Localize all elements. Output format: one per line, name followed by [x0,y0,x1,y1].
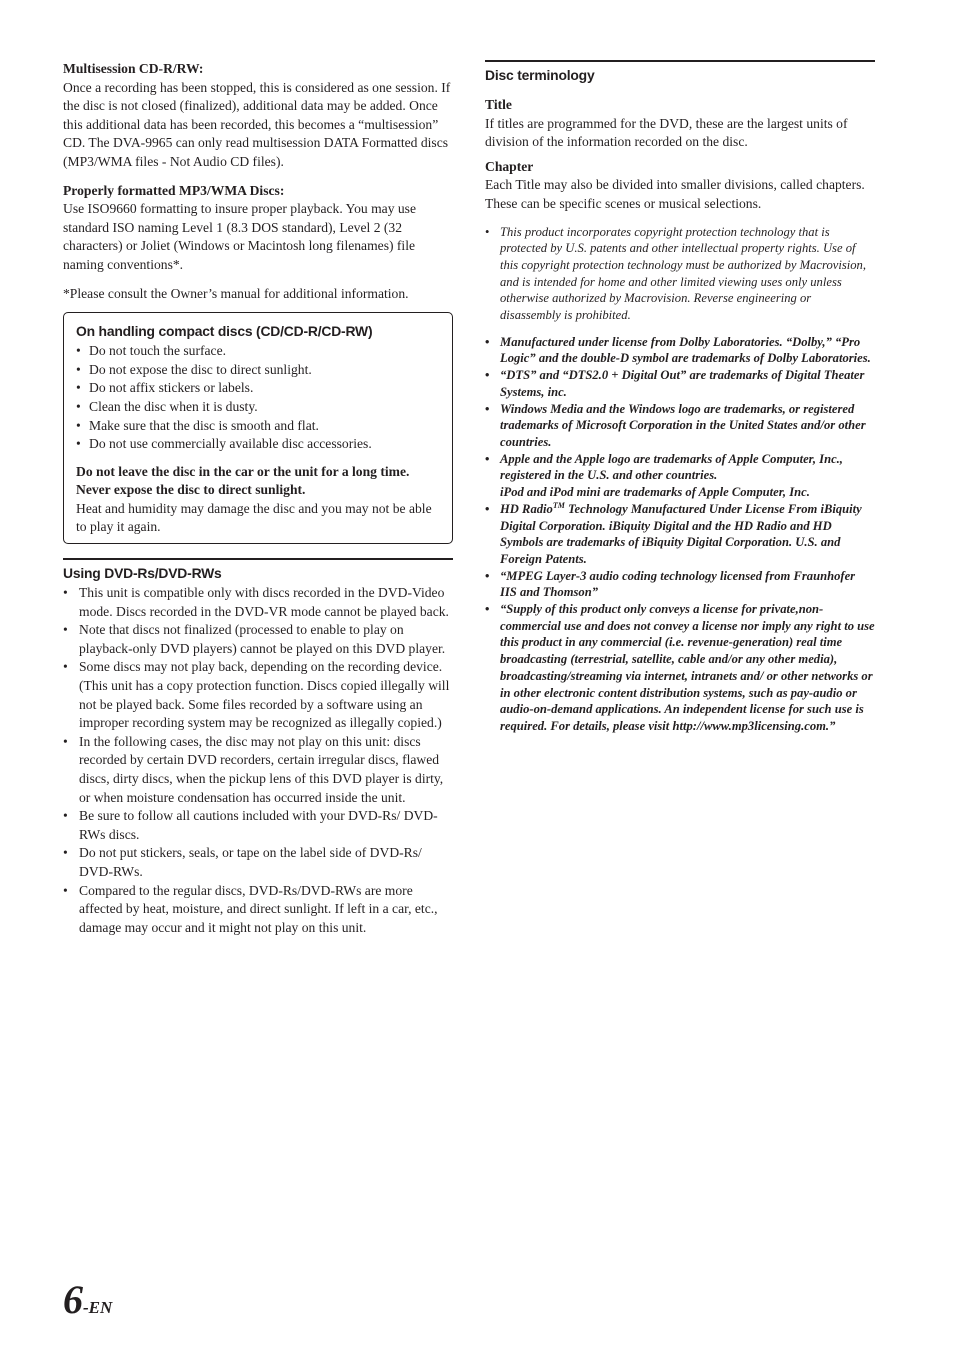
list-item: • Be sure to follow all cautions included with your DVD-Rs/ DVD-RWs discs. [63,807,453,844]
hd-radio-name: HD Radio [500,501,553,516]
trademark-hd-radio [485,501,875,568]
list-item: • Do not put stickers, seals, or tape on the label side of DVD-Rs/ DVD-RWs. [63,844,453,881]
list-item: • Clean the disc when it is dusty. [76,398,440,417]
footnote: *Please consult the Owner’s manual for additional information. [63,285,409,301]
list-item: • Some discs may not play back, depending on the recording device. (This unit has a copy protection function. Discs copied illegally will not be played back. Some files recorded by a software using an improper recording system may be recognized as illegally copied.) [63,658,453,732]
terminology-section [485,60,875,214]
list-item: • Do not expose the disc to direct sunlight. [76,361,440,380]
page-number-digit: 6 [63,1277,83,1322]
dvd-rs-heading: Using DVD-Rs/DVD-RWs [63,565,222,582]
dvd-rs-section [63,558,453,937]
trademark-apple-line2: iPod and iPod mini are trademarks of Apple Computer, Inc. [500,485,810,500]
trademark-supply: • “Supply of this product only conveys a license for private,non-commercial use and does not convey a license nor imply any right to use this product in any commercial (i.e. revenue-generation) real time broadcasting (terrestrial, satellite, cable and/or any other media), broadcasting/streaming via internet, intranets and/ or other networks or in other electronic content distribution systems, such as pay-audio or audio-on-demand applications. An independent license for such use is required. For details, please visit http://www.mp3licensing.com.” [485,601,875,735]
right-column [485,60,875,735]
dvd-rs-list [63,584,453,937]
multisession-body: Once a recording has been stopped, this is considered as one session. If the disc is not closed (finalized), additional data may be added. Once this additional data has been recorded, this becomes a “multisession” CD. The DVA-9965 can only read multisession DATA Formatted discs (MP3/WMA files - Not Audio CD files). [63,79,451,169]
handling-title: On handling compact discs (CD/CD-R/CD-RW) [76,323,373,340]
multisession-section [63,60,453,172]
list-item: • Do not use commercially available disc accessories. [76,435,440,454]
list-item: • Make sure that the disc is smooth and flat. [76,417,440,436]
hd-radio-tm: TM [552,500,565,510]
list-item: • Note that discs not finalized (processed to enable to play on playback-only DVD players) cannot be played on this DVD player. [63,621,453,658]
list-item: • This unit is compatible only with discs recorded in the DVD-Video mode. Discs recorded in the DVD-VR mode cannot be played back. [63,584,453,621]
trademark-dts: • “DTS” and “DTS2.0 + Digital Out” are trademarks of Digital Theater Systems, inc. [485,367,875,400]
copyright-notes [485,224,875,324]
trademark-apple-line1: Apple and the Apple logo are trademarks of Apple Computer, Inc., registered in the U.S. and other countries. [500,451,843,483]
multisession-heading: Multisession CD-R/RW: [63,61,204,76]
formatted-body: Use ISO9660 formatting to insure proper playback. You may use standard ISO naming Level 1 (8.3 DOS standard), Level 2 (32 characters) or Joliet (Windows or Macintosh long filenames) file naming conventions*. [63,201,417,272]
trademark-dolby: • Manufactured under license from Dolby Laboratories. “Dolby,” “Pro Logic” and the double-D symbol are trademarks of Dolby Laboratories. [485,334,875,367]
hd-radio-text: Technology Manufactured Under License From iBiquity Digital Corporation. iBiquity Digital and the HD Radio and HD Symbols are trademarks of iBiquity Digital Corporation. U.S. and Foreign Patents. [500,501,862,566]
trademark-apple [485,451,875,501]
handling-warning-bold: Do not leave the disc in the car or the unit for a long time. Never expose the disc to direct sunlight. [76,463,410,498]
handling-warning-text: Heat and humidity may damage the disc and you may not be able to play it again. [76,500,432,535]
trademark-mpeg: • “MPEG Layer-3 audio coding technology licensed from Fraunhofer IIS and Thomson” [485,568,875,601]
formatted-heading: Properly formatted MP3/WMA Discs: [63,182,285,198]
list-item: • In the following cases, the disc may not play on this unit: discs recorded by certain DVD recorders, certain irregular discs, flawed discs, dirty discs, when the pickup lens of this DVD player is dirty, or when moisture condensation has occurred inside the unit. [63,733,453,807]
handling-list [76,342,440,454]
trademark-windows: • Windows Media and the Windows logo are trademarks, or registered trademarks of Microsoft Corporation in the United States and/or other countries. [485,401,875,451]
page-number [63,1276,112,1324]
page-number-suffix: -EN [83,1298,113,1317]
list-item: • Compared to the regular discs, DVD-Rs/DVD-RWs are more affected by heat, moisture, and direct sunlight. If left in a car, etc., damage may occur and it might not play on this unit. [63,882,453,938]
handling-box [63,312,453,544]
trademark-list [485,334,875,735]
copyright-note: • This product incorporates copyright protection technology that is protected by U.S. patents and other intellectual property rights. Use of this copyright protection technology must be authorized by Macrovision, and is intended for home and other limited viewing uses only unless otherwise authorized by Macrovision. Reverse engineering or disassembly is prohibited. [485,224,875,324]
chapter-heading: Chapter [485,158,534,174]
chapter-body: Each Title may also be divided into smaller divisions, called chapters. These can be specific scenes or musical selections. [485,177,865,211]
title-body: If titles are programmed for the DVD, these are the largest units of division of the information recorded on the disc. [485,115,848,150]
left-column [63,60,453,937]
formatted-section [63,182,453,275]
terminology-heading: Disc terminology [485,67,595,83]
list-item: • Do not touch the surface. [76,342,440,361]
list-item: • Do not affix stickers or labels. [76,379,440,398]
title-heading: Title [485,97,512,112]
